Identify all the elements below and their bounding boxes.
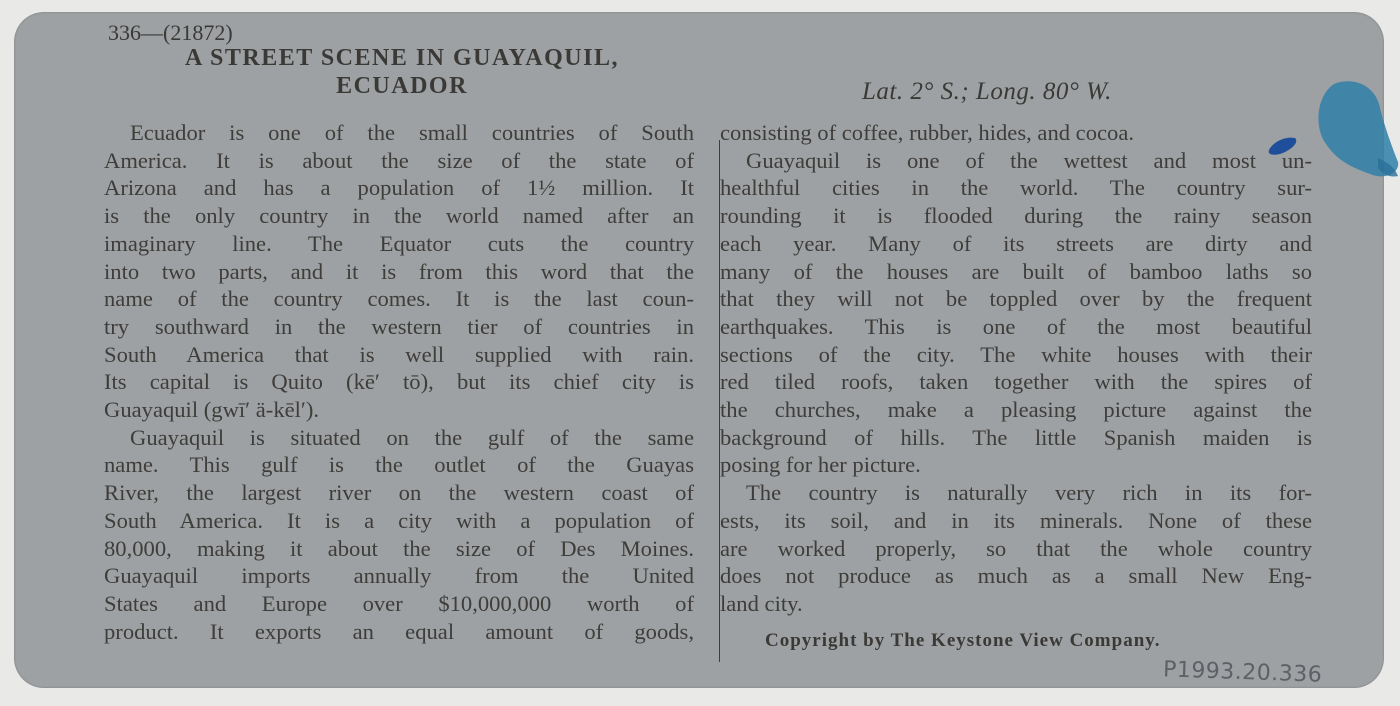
coordinates: Lat. 2° S.; Long. 80° W.: [862, 78, 1112, 105]
text-line: earthquakes. This is one of the most beautiful: [720, 313, 1312, 339]
text-line: South America that is well supplied with rain.: [104, 341, 694, 367]
text-line: the churches, make a pleasing picture against the: [720, 397, 1312, 423]
text-line: Guayaquil is situated on the gulf of the same: [130, 424, 694, 450]
text-line: River, the largest river on the western coast of: [104, 480, 694, 506]
text-line: background of hills. The little Spanish maiden is: [720, 424, 1312, 450]
text-line: consisting of coffee, rubber, hides, and cocoa.: [720, 120, 1135, 145]
text-line: red tiled roofs, taken together with the spires of: [720, 369, 1312, 395]
text-line: Its capital is Quito (kē′ tō), but its chief city is: [104, 369, 694, 395]
text-line: product. It exports an equal amount of goods,: [104, 618, 694, 644]
text-line: rounding it is flooded during the rainy season: [720, 203, 1312, 229]
title-line-1: A STREET SCENE IN GUAYAQUIL,: [185, 45, 619, 71]
text-line: imaginary line. The Equator cuts the country: [104, 230, 694, 256]
text-line: South America. It is a city with a population of: [104, 507, 694, 533]
text-line: into two parts, and it is from this word that the: [104, 258, 694, 284]
text-line: Guayaquil imports annually from the United: [104, 563, 694, 589]
text-line: name of the country comes. It is the last coun-: [104, 286, 694, 312]
right-text-column: [720, 119, 1312, 618]
text-line: The country is naturally very rich in its for-: [746, 480, 1312, 506]
text-line: each year. Many of its streets are dirty and: [720, 230, 1312, 256]
text-line: Guayaquil (gwī′ ä-kēl′).: [104, 397, 320, 423]
text-line: is the only country in the world named after an: [104, 203, 694, 229]
text-line: does not produce as much as a small New Eng-: [720, 563, 1312, 589]
accession-number: P1993.20.336: [1162, 657, 1323, 688]
text-line: Ecuador is one of the small countries of South: [130, 120, 694, 145]
title-line-2: ECUADOR: [336, 73, 468, 99]
text-line: America. It is about the size of the state of: [104, 147, 694, 173]
text-line: are worked properly, so that the whole country: [720, 535, 1312, 561]
text-line: sections of the city. The white houses with their: [720, 341, 1312, 367]
left-text-column: [104, 119, 694, 645]
text-line: 80,000, making it about the size of Des Moines.: [104, 535, 694, 561]
catalog-number: 336—(21872): [108, 20, 233, 45]
text-line: name. This gulf is the outlet of the Guayas: [104, 452, 694, 478]
copyright-notice: Copyright by The Keystone View Company.: [765, 630, 1161, 651]
ink-stain-icon: [1314, 78, 1400, 182]
text-line: land city.: [720, 590, 803, 616]
text-line: posing for her picture.: [720, 452, 921, 478]
text-line: Guayaquil is one of the wettest and most un-: [746, 147, 1312, 173]
text-line: Arizona and has a population of 1½ million. It: [104, 175, 694, 201]
text-line: ests, its soil, and in its minerals. None of these: [720, 507, 1312, 533]
text-line: try southward in the western tier of countries in: [104, 313, 694, 339]
text-line: healthful cities in the world. The country sur-: [720, 175, 1312, 201]
card-title: [96, 44, 708, 100]
text-line: that they will not be toppled over by the frequent: [720, 286, 1312, 312]
text-line: States and Europe over $10,000,000 worth of: [104, 590, 694, 616]
text-line: many of the houses are built of bamboo laths so: [720, 258, 1312, 284]
